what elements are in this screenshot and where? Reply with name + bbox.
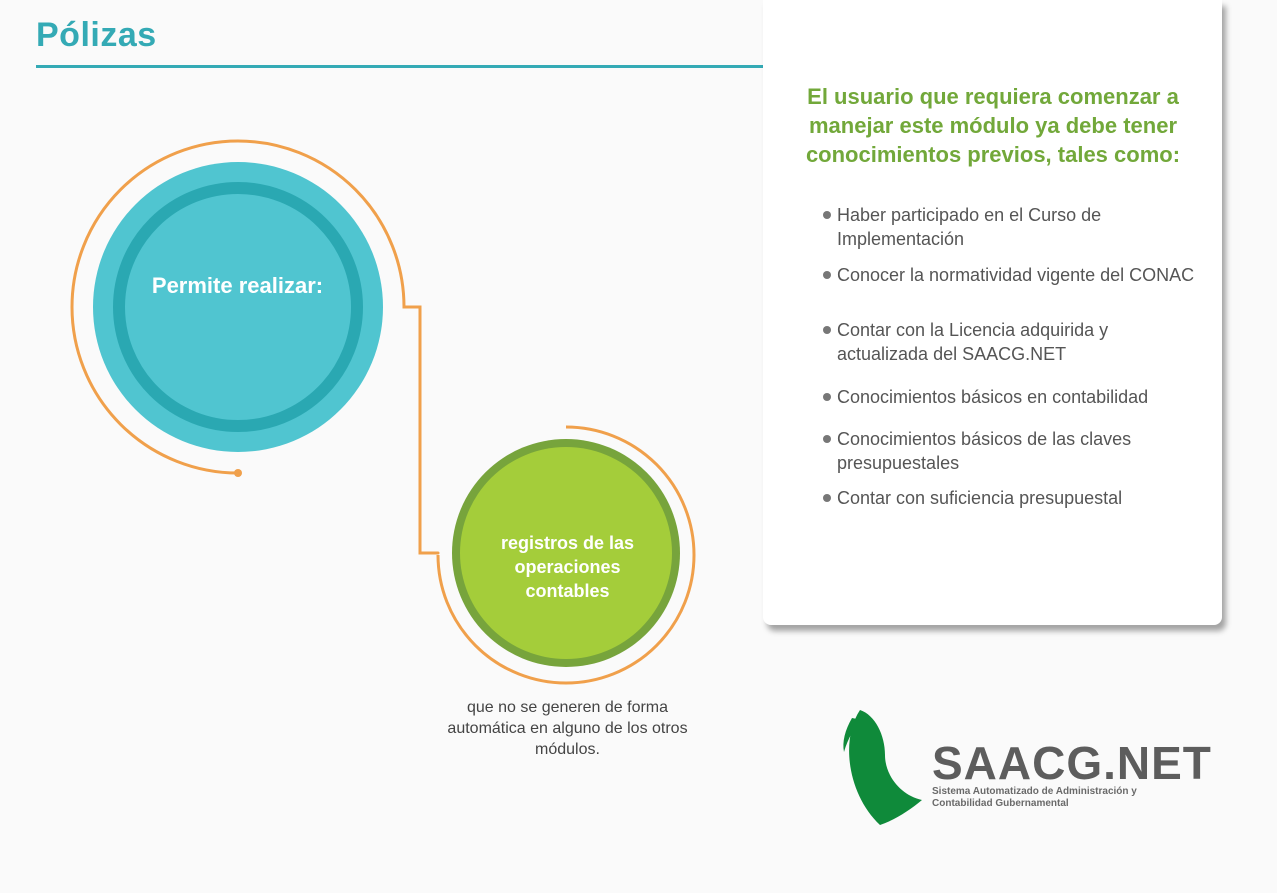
list-item-text: Haber participado en el Curso de Implementación — [837, 205, 1102, 249]
secondary-circle-label: registros de las operaciones contables — [500, 533, 635, 601]
bullet-icon — [823, 393, 831, 401]
list-item-text: Conocimientos básicos de las claves presupuestales — [837, 429, 1132, 473]
diagram-caption: que no se generen de forma automática en alguno de los otros módulos. — [447, 699, 688, 758]
list-item-text: Conocimientos básicos en contabilidad — [837, 387, 1149, 407]
orange-endpoint-dot — [234, 469, 242, 477]
list-item — [821, 486, 1201, 510]
list-item — [821, 263, 1201, 287]
bullet-icon — [823, 435, 831, 443]
page-title: Pólizas — [36, 16, 157, 54]
list-item-text: Contar con la Licencia adquirida y actualizada del SAACG.NET — [837, 320, 1109, 364]
saacg-logo-icon — [830, 700, 930, 835]
bullet-icon — [823, 211, 831, 219]
list-item — [821, 385, 1201, 409]
list-item-text: Conocer la normatividad vigente del CONAC — [837, 265, 1195, 285]
list-item-text: Contar con suficiencia presupuestal — [837, 488, 1123, 508]
main-circle-label: Permite realizar: — [151, 273, 324, 298]
bullet-icon — [823, 494, 831, 502]
bullet-icon — [823, 271, 831, 279]
requirements-card — [763, 0, 1222, 625]
bullet-icon — [823, 326, 831, 334]
requirements-heading: El usuario que requiera comenzar a manejar este módulo ya debe tener conocimientos previos, tales como: — [805, 84, 1181, 167]
logo-wordmark: SAACG.NET — [932, 737, 1212, 789]
main-circle-outer — [93, 162, 383, 452]
logo-subtitle: Sistema Automatizado de Administración y Contabilidad Gubernamental — [932, 786, 1137, 809]
list-item — [821, 427, 1201, 475]
list-item — [821, 318, 1201, 366]
list-item — [821, 203, 1201, 251]
